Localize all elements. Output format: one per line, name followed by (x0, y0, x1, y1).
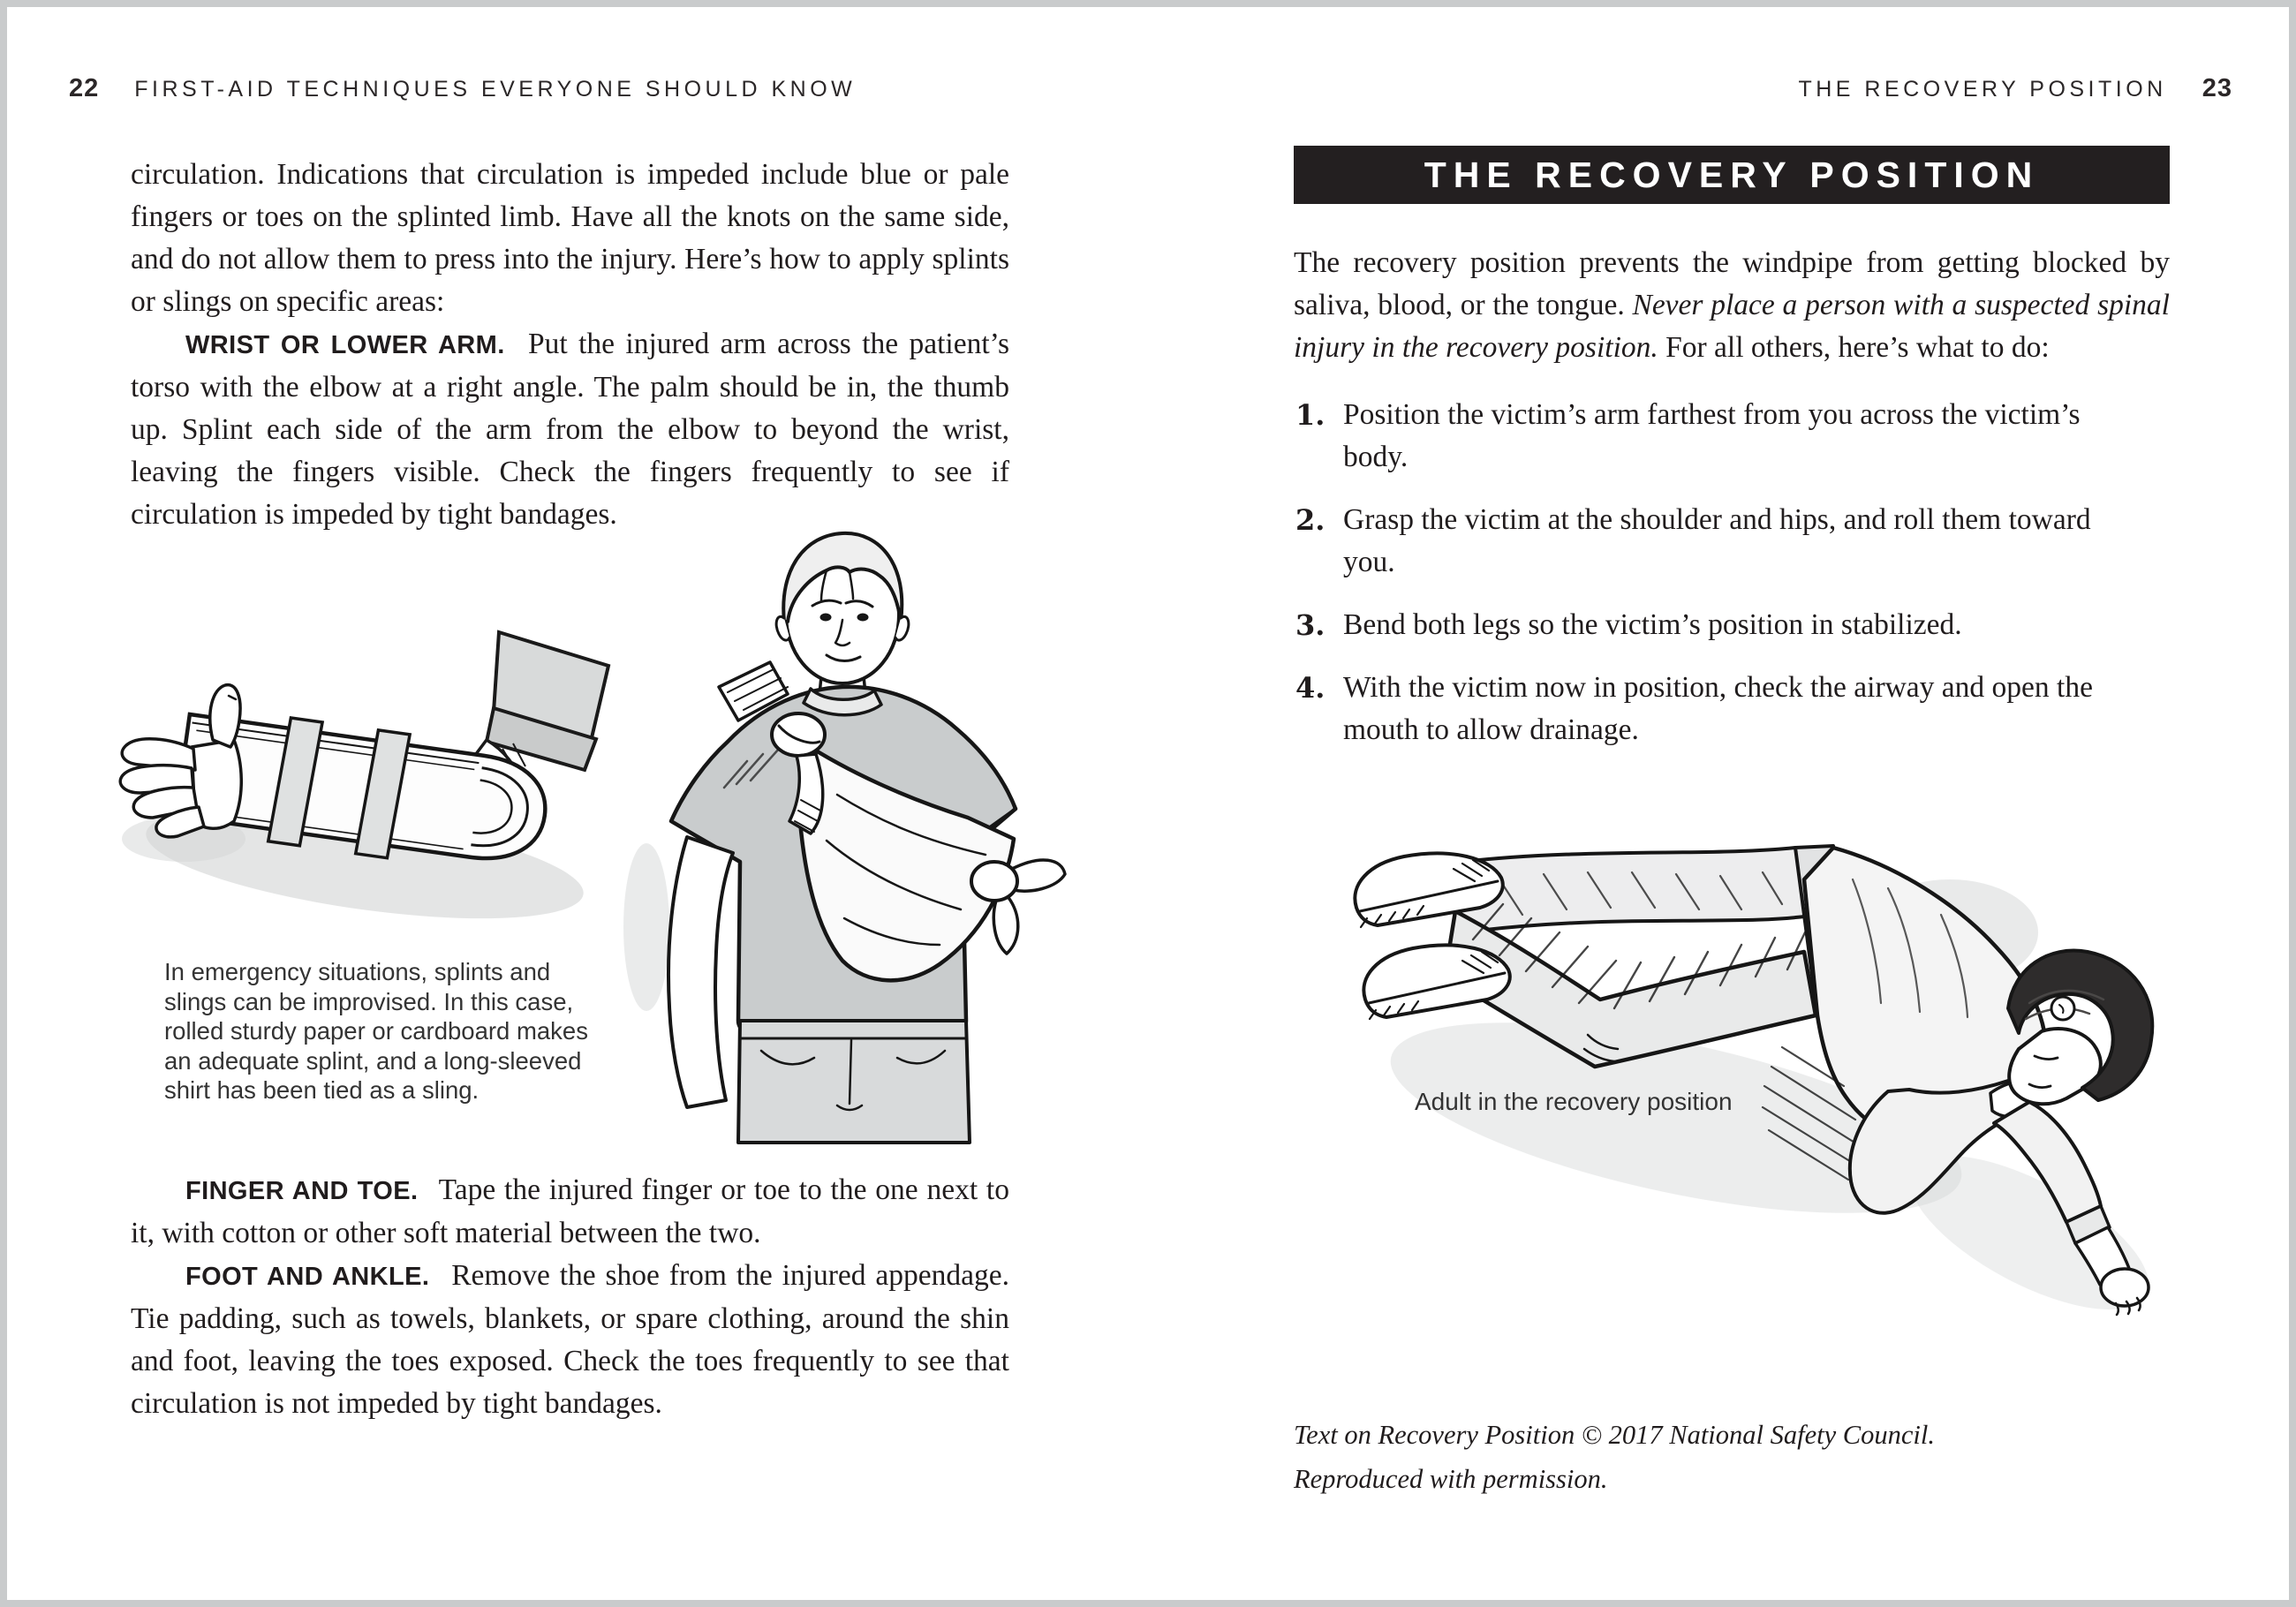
step-number: 2. (1295, 503, 1325, 537)
running-head-left-title: FIRST-AID TECHNIQUES EVERYONE SHOULD KNOW (134, 77, 857, 102)
step-text: With the victim now in position, check the airway and open the mouth to allow drainage. (1343, 671, 2093, 746)
sling-illustration (615, 530, 1069, 1150)
paragraph-circulation: circulation. Indications that circulation is impeded include blue or pale fingers or toes on the splinted limb. Have all the knots on the same side, and do not allow them to press into the injury. Here’s how to apply splints or slings on specific areas: (131, 158, 1009, 318)
section-wrist-or-lower-arm (131, 323, 1009, 536)
section-text: Put the injured arm across the patient’s torso with the elbow at a right angle. The palm should be in, the thumb up. Splint each side of the arm from the elbow to beyond the wrist, leaving the fingers visible. Check the fingers frequently to see if circulation is impeded by tight bandages. (131, 328, 1010, 531)
recovery-drawing (1323, 826, 2217, 1411)
section-label: FOOT AND ANKLE. (185, 1263, 430, 1291)
section-text: Tape the injured finger or toe to the one next to it, with cotton or other soft material between the two. (131, 1173, 1009, 1249)
intro-pre: The recovery position prevents the windpipe from getting blocked by saliva, blood, or the tongue. (1294, 246, 2170, 321)
running-head-left (69, 74, 856, 103)
credit-line-1: Text on Recovery Position © 2017 National Safety Council. (1294, 1420, 1935, 1450)
step-number: 1. (1295, 398, 1325, 432)
left-page-upper-text (131, 154, 1009, 536)
step-text: Bend both legs so the victim’s position in stabilized. (1343, 608, 1962, 641)
intro-post: For all others, here’s what to do: (1658, 331, 2050, 364)
list-item (1295, 499, 2171, 584)
page-number-right: 23 (2202, 74, 2232, 102)
section-foot-and-ankle (131, 1255, 1009, 1425)
left-page-lower-text (131, 1169, 1009, 1425)
intro-italic: Never place a person with a suspected spinal injury in the recovery position. (1294, 289, 2170, 364)
section-finger-and-toe (131, 1169, 1009, 1255)
book-spread (7, 7, 2289, 1600)
step-text: Position the victim’s arm farthest from you across the victim’s body. (1343, 398, 2081, 473)
section-title-banner (1294, 146, 2170, 204)
step-text: Grasp the victim at the shoulder and hips, and roll them toward you. (1343, 503, 2091, 578)
splint-caption: In emergency situations, splints and slings can be improvised. In this case, rolled sturdy paper or cardboard makes an adequate splint, and a long-sleeved shirt has been tied as a sling. (164, 958, 588, 1104)
list-item (1295, 667, 2171, 751)
splint-illustration (100, 607, 616, 961)
recovery-steps (1295, 394, 2171, 772)
section-label: WRIST OR LOWER ARM. (185, 331, 505, 359)
running-head-right (1798, 74, 2232, 103)
page-number-left: 22 (69, 74, 100, 102)
step-number: 3. (1295, 608, 1325, 642)
recovery-caption: Adult in the recovery position (1415, 1088, 1733, 1115)
splint-drawing (100, 607, 616, 961)
list-item (1295, 604, 2171, 646)
credit-line-2: Reproduced with permission. (1294, 1464, 1608, 1494)
intro-paragraph (1294, 242, 2170, 369)
running-head-right-title: THE RECOVERY POSITION (1798, 77, 2167, 102)
step-number: 4. (1295, 671, 1325, 705)
section-label: FINGER AND TOE. (185, 1177, 419, 1205)
section-text: Remove the shoe from the injured appendage. Tie padding, such as towels, blankets, or spare clothing, around the shin and foot, leaving the toes exposed. Check the toes frequently to see that circulation is not impeded by tight bandages. (131, 1259, 1009, 1420)
list-item (1295, 394, 2171, 479)
section-title: THE RECOVERY POSITION (1424, 154, 2040, 195)
credit-text (1294, 1413, 2170, 1501)
recovery-intro (1294, 242, 2170, 369)
sling-drawing (615, 530, 1069, 1150)
recovery-illustration (1323, 826, 2217, 1411)
